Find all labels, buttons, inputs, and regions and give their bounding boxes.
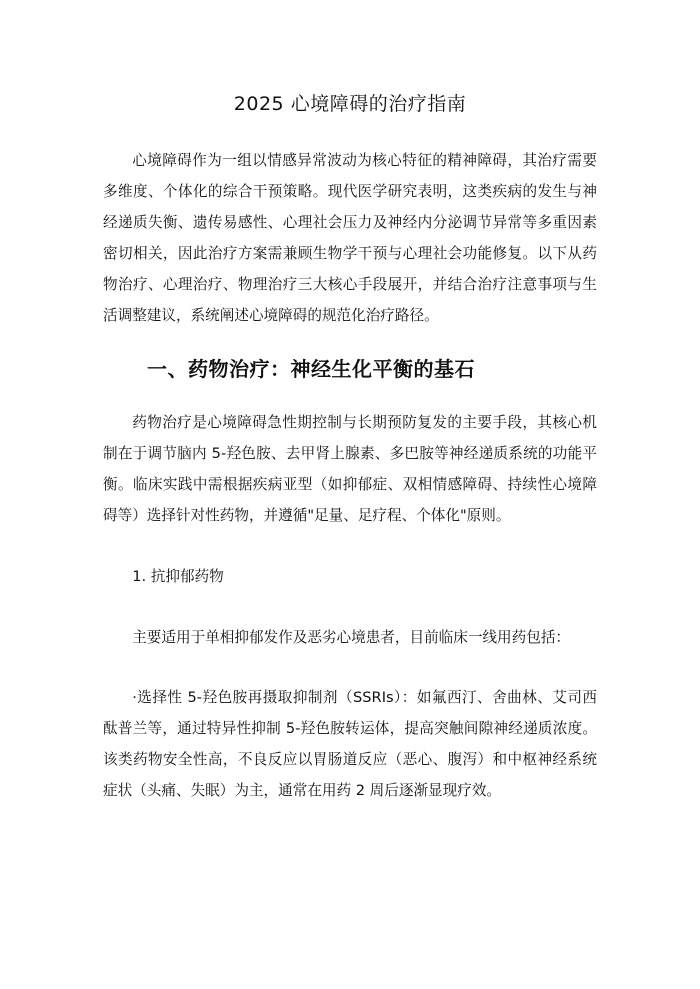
section-heading-drug-therapy: 一、药物治疗：神经生化平衡的基石 [147,357,475,381]
intro-paragraph: 心境障碍作为一组以情感异常波动为核心特征的精神障碍，其治疗需要多维度、个体化的综合干预策略。现代医学研究表明，这类疾病的发生与神经递质失衡、遗传易感性、心理社会压力及神经内分泌调节异常等多重因素密切相关，因此治疗方案需兼顾生物学干预与心理社会功能修复。以下从药物治疗、心理治疗、物理治疗三大核心手段展开，并结合治疗注意事项与生活调整建议，系统阐述心境障碍的规范化治疗路径。 [103,152,597,324]
document-title: 2025 心境障碍的治疗指南 [233,93,467,115]
subsection-intro-paragraph: 主要适用于单相抑郁发作及恶劣心境患者，目前临床一线用药包括： [132,629,571,646]
section-paragraph-drug-therapy: 药物治疗是心境障碍急性期控制与长期预防复发的主要手段，其核心机制在于调节脑内 5-羟色胺、去甲肾上腺素、多巴胺等神经递质系统的功能平衡。临床实践中需根据疾病亚型（如抑郁症、双相情感障碍、持续性心境障碍等）选择针对性药物，并遵循"足量、足疗程、个体化"原则。 [103,414,597,524]
bullet-paragraph-ssris: ·选择性 5-羟色胺再摄取抑制剂（SSRIs）：如氟西汀、舍曲林、艾司西酞普兰等，通过特异性抑制 5-羟色胺转运体，提高突触间隙神经递质浓度。该类药物安全性高，不良反应以胃肠道反应（恶心、腹泻）和中枢神经系统症状（头痛、失眠）为主，通常在用药 2 周后逐渐显现疗效。 [103,689,597,799]
subsection-heading-antidepressants: 1. 抗抑郁药物 [132,568,224,585]
